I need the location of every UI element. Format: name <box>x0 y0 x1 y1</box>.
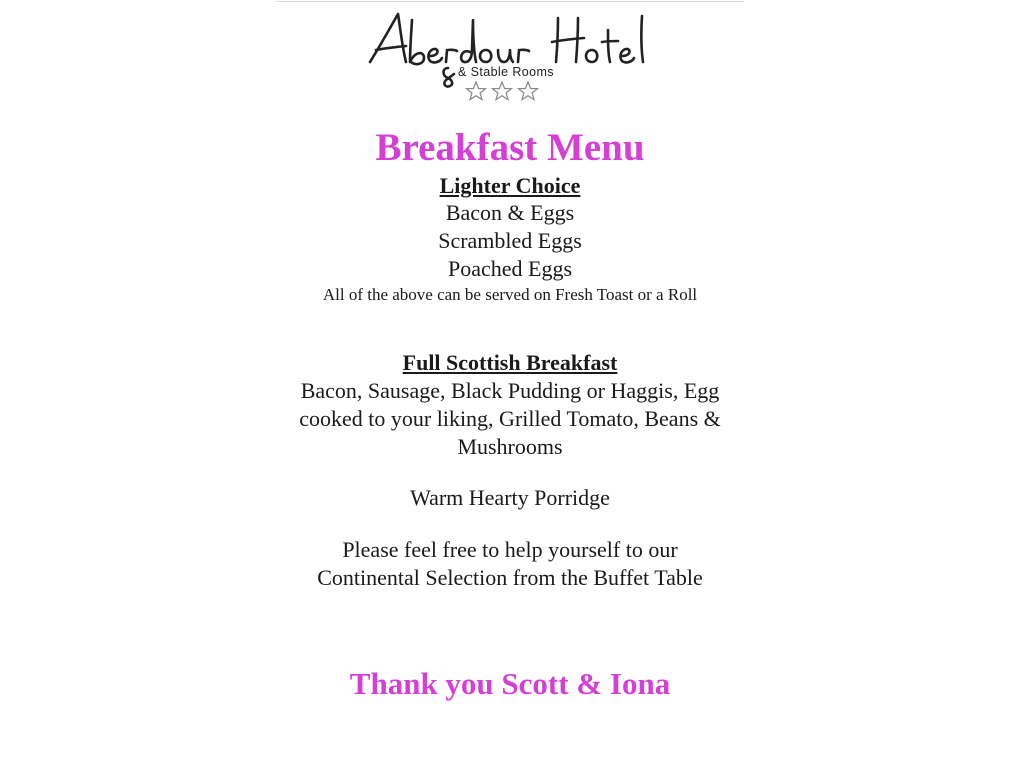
star-icon <box>493 82 512 100</box>
logo-graphic <box>362 6 662 106</box>
menu-page <box>276 0 744 765</box>
top-divider <box>276 1 744 2</box>
menu-item: Bacon & Eggs <box>445 200 575 225</box>
star-icon <box>467 82 486 100</box>
continental-note: Please feel free to help yourself to our Continental Selection from the Buffet Table <box>317 537 703 590</box>
menu-item: Scrambled Eggs <box>438 228 582 253</box>
logo-name-text <box>512 106 513 107</box>
porridge-item: Warm Hearty Porridge <box>410 485 610 510</box>
full-scottish-description: Bacon, Sausage, Black Pudding or Haggis, Egg cooked to your liking, Grilled Tomato, Beans & Mushrooms <box>299 378 721 459</box>
menu-title: Breakfast Menu <box>375 126 645 169</box>
menu-item: Poached Eggs <box>447 256 573 281</box>
thank-you-message: Thank you Scott & Iona <box>349 666 671 701</box>
serving-note: All of the above can be served on Fresh Toast or a Roll <box>322 285 698 304</box>
logo-tagline-text: & Stable Rooms <box>458 65 554 79</box>
hotel-logo <box>362 6 662 106</box>
full-scottish-heading: Full Scottish Breakfast <box>402 350 618 375</box>
lighter-choice-heading: Lighter Choice <box>439 173 581 198</box>
logo-tagline <box>458 65 554 79</box>
star-icon <box>519 82 538 100</box>
rating-stars <box>467 82 538 100</box>
